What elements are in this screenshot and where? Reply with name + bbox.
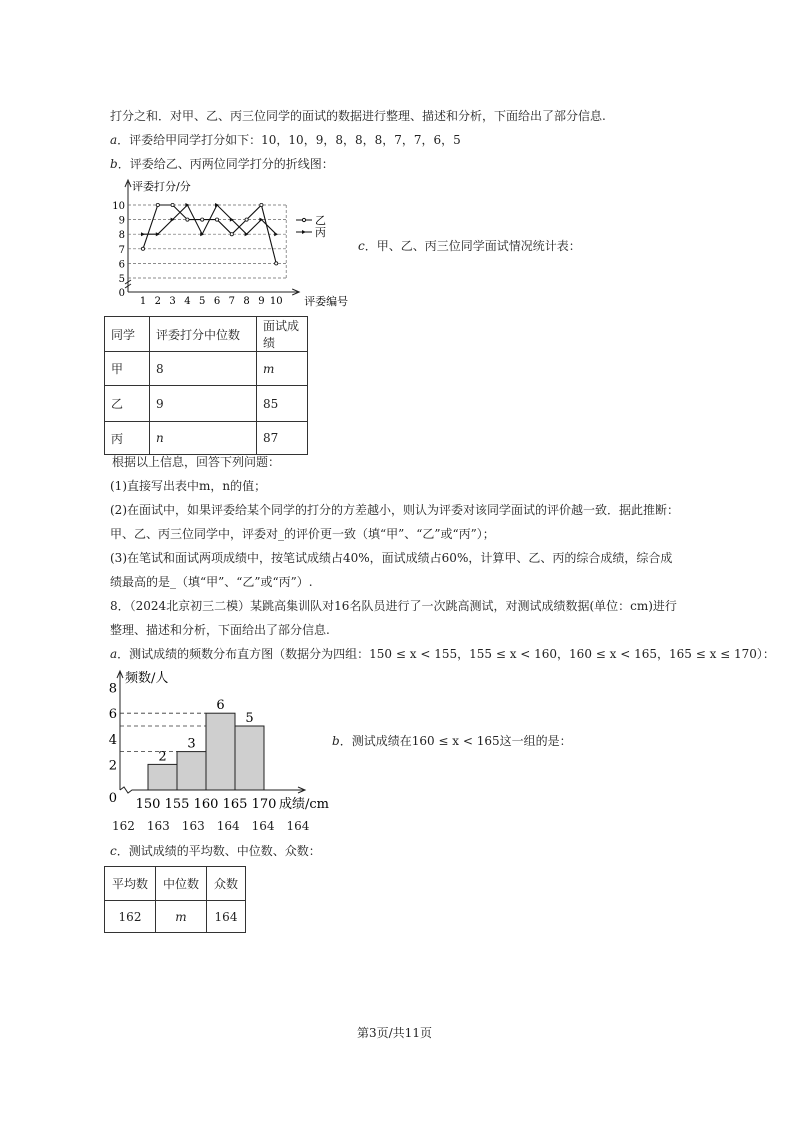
x-tick-label: 10 <box>269 296 283 307</box>
question-3-line2: 绩最高的是_（填“甲”、“乙”或“丙”）. <box>110 575 313 589</box>
series-point-yi <box>275 262 278 265</box>
problem8-item-c <box>110 843 321 859</box>
table-row <box>105 352 308 386</box>
problem8-item-b <box>332 733 572 749</box>
x-axis-label: 评委编号 <box>304 295 349 308</box>
problem8-line1: 8．（2024北京初三二模）某跳高集训队对16名队员进行了一次跳高测试，对测试成绩数据(单位：cm)进行 <box>110 599 677 613</box>
problem8-c-label: c <box>110 844 117 858</box>
legend-label: 丙 <box>315 226 326 239</box>
y-tick-label: 4 <box>108 732 117 748</box>
y-tick-label: 8 <box>118 230 125 242</box>
y-tick-label: 0 <box>108 791 117 806</box>
table-header-cell: 中位数 <box>156 867 207 901</box>
y-tick-label: 0 <box>118 288 125 299</box>
histogram-bar <box>206 713 235 790</box>
y-tick-label: 8 <box>108 681 117 697</box>
series-point-yi <box>260 203 263 206</box>
y-tick-label: 6 <box>118 259 125 271</box>
y-tick-label: 9 <box>118 215 125 227</box>
item-b-label: b <box>110 157 118 171</box>
table-cell: 乙 <box>105 386 150 422</box>
x-tick-label: 8 <box>243 296 250 307</box>
problem8-b-data: 162 163 163 164 164 164 <box>112 819 310 833</box>
y-tick-label: 2 <box>108 758 117 774</box>
x-tick-label: 3 <box>169 296 176 307</box>
problem8-b-label: b <box>332 734 340 748</box>
series-point-bing <box>200 232 204 236</box>
legend-label: 乙 <box>315 214 326 227</box>
table-row <box>105 386 308 422</box>
problem8-item-a <box>110 646 775 662</box>
table-header-row <box>105 317 308 352</box>
y-tick-label: 7 <box>118 244 125 256</box>
table-cell: 87 <box>257 422 308 455</box>
question-1: (1)直接写出表中m，n的值； <box>110 479 267 493</box>
table-cell: 丙 <box>105 422 150 455</box>
item-c-text: ．甲、乙、丙三位同学面试情况统计表： <box>364 239 581 253</box>
series-point-yi <box>245 218 248 221</box>
problem8-line2: 整理、描述和分析，下面给出了部分信息. <box>110 623 330 637</box>
table-cell: 85 <box>257 386 308 422</box>
table-cell: m <box>257 352 308 386</box>
series-point-yi <box>230 233 233 236</box>
table-cell: 164 <box>207 901 246 933</box>
problem8-b-text: ．测试成绩在160 ≤ x < 165这一组的是： <box>339 734 572 748</box>
item-c-label: c <box>358 239 365 253</box>
problem8-a-label: a <box>110 647 118 661</box>
histogram-bar <box>148 764 177 790</box>
x-axis-label: 成绩/cm <box>279 797 329 812</box>
x-tick-label: 155 <box>164 797 190 812</box>
central-tendency-table <box>104 866 246 933</box>
table-header-row <box>105 867 246 901</box>
item-c <box>358 238 581 254</box>
table-row <box>105 422 308 455</box>
question-3-line1: (3)在笔试和面试两项成绩中，按笔试成绩占40%，面试成绩占60%，计算甲、乙、丙的综合成绩，综合成 <box>110 551 673 565</box>
series-point-bing <box>185 203 189 207</box>
item-a <box>110 132 461 148</box>
table-row <box>105 901 246 933</box>
interview-stats-table <box>104 316 308 455</box>
question-2-line2: 甲、乙、丙三位同学中，评委对_的评价更一致（填“甲”、“乙”或“丙”）； <box>110 527 495 541</box>
table-cell: 8 <box>150 352 257 386</box>
item-b-text: ．评委给乙、丙两位同学打分的折线图： <box>117 157 334 171</box>
question-2-line1: (2)在面试中，如果评委给某个同学的打分的方差越小，则认为评委对该同学面试的评价越一致．据此推断： <box>110 503 680 517</box>
y-tick-label: 10 <box>112 201 125 212</box>
line-chart <box>108 174 358 314</box>
problem8-c-text: ．测试成绩的平均数、中位数、众数： <box>116 844 321 858</box>
bar-data-label: 3 <box>187 736 196 752</box>
item-a-text: ．评委给甲同学打分如下：10，10，9，8，8，8，7，7，6，5 <box>117 133 461 147</box>
y-axis-label: 频数/人 <box>125 671 169 686</box>
legend-marker <box>302 218 305 221</box>
x-tick-label: 2 <box>154 296 161 307</box>
histogram-chart <box>104 666 344 812</box>
table-header-cell: 平均数 <box>105 867 156 901</box>
item-b <box>110 156 334 172</box>
x-tick-label: 165 <box>222 797 248 812</box>
series-point-yi <box>215 218 218 221</box>
x-tick-label: 6 <box>213 296 221 307</box>
x-tick-label: 170 <box>251 797 277 812</box>
histogram-bar <box>235 726 264 790</box>
series-point-yi <box>156 203 159 206</box>
series-point-yi <box>186 218 189 221</box>
problem8-a-text: ．测试成绩的频数分布直方图（数据分为四组：150 ≤ x < 155，155 ≤ x < 160，160 ≤ x < 165，165 ≤ x ≤ 170）： <box>117 647 775 661</box>
series-point-yi <box>141 247 144 250</box>
item-a-label: a <box>110 133 118 147</box>
series-point-yi <box>201 218 204 221</box>
series-point-bing <box>141 232 145 236</box>
x-tick-label: 1 <box>139 296 147 307</box>
y-tick-label: 6 <box>108 707 117 723</box>
bar-data-label: 2 <box>158 749 167 765</box>
y-axis-label: 评委打分/分 <box>132 180 191 193</box>
table-header-cell: 众数 <box>207 867 246 901</box>
x-tick-label: 5 <box>199 296 206 307</box>
table-header-cell: 评委打分中位数 <box>150 317 257 352</box>
table-header-cell: 同学 <box>105 317 150 352</box>
x-tick-label: 4 <box>184 296 191 307</box>
x-tick-label: 160 <box>193 797 219 812</box>
bar-data-label: 6 <box>216 698 225 714</box>
intro-line: 打分之和．对甲、乙、丙三位同学的面试的数据进行整理、描述和分析，下面给出了部分信息. <box>110 109 606 123</box>
bar-data-label: 5 <box>245 711 254 726</box>
legend-marker <box>302 230 306 234</box>
questions-lead: 根据以上信息，回答下列问题： <box>112 455 281 469</box>
y-tick-label: 5 <box>118 274 125 285</box>
table-cell: 162 <box>105 901 156 933</box>
series-point-yi <box>171 203 174 206</box>
x-tick-label: 7 <box>228 296 235 307</box>
table-cell: m <box>156 901 207 933</box>
table-cell: n <box>150 422 257 455</box>
x-tick-label: 150 <box>135 797 161 812</box>
table-cell: 甲 <box>105 352 150 386</box>
page-footer: 第3页/共11页 <box>357 1026 432 1040</box>
series-point-bing <box>274 232 278 236</box>
table-header-cell: 面试成绩 <box>257 317 308 352</box>
x-tick-label: 9 <box>258 296 265 307</box>
table-cell: 9 <box>150 386 257 422</box>
histogram-bar <box>177 752 206 790</box>
